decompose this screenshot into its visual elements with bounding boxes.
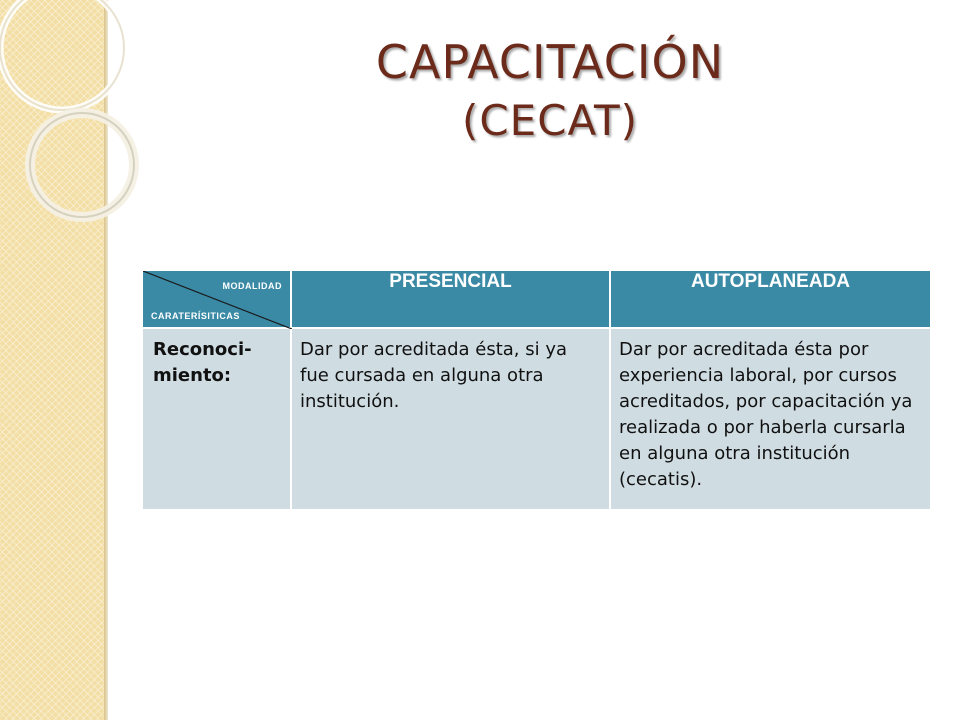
ring-large-shadow <box>0 0 124 110</box>
slide-subtitle: (CECAT) <box>461 96 639 145</box>
table-row <box>142 328 931 510</box>
corner-header-cell <box>142 270 291 328</box>
corner-label-modalidad: MODALIDAD <box>222 281 282 291</box>
ring-small-shadow <box>30 113 134 217</box>
cell-presencial-text: Dar por acreditada ésta, si ya fue cursada en alguna otra institución. <box>291 328 610 510</box>
cell-autoplaneada-text: Dar por acreditada ésta por experiencia laboral, por cursos acreditados, por capacitación ya realizada o por haberla cursarla en alguna otra institución (cecatis). <box>610 328 931 510</box>
row-label-reconocimiento: Reconoci-miento: <box>142 328 291 510</box>
slide-title: CAPACITACIÓN <box>375 35 725 89</box>
comparison-table <box>141 269 932 511</box>
column-header-presencial: PRESENCIAL <box>291 270 610 328</box>
decorative-rings <box>0 0 160 260</box>
column-header-autoplaneada: AUTOPLANEADA <box>610 270 931 328</box>
table-header-row <box>142 270 931 328</box>
corner-label-caracteristicas: CARATERÍSITICAS <box>151 311 240 321</box>
